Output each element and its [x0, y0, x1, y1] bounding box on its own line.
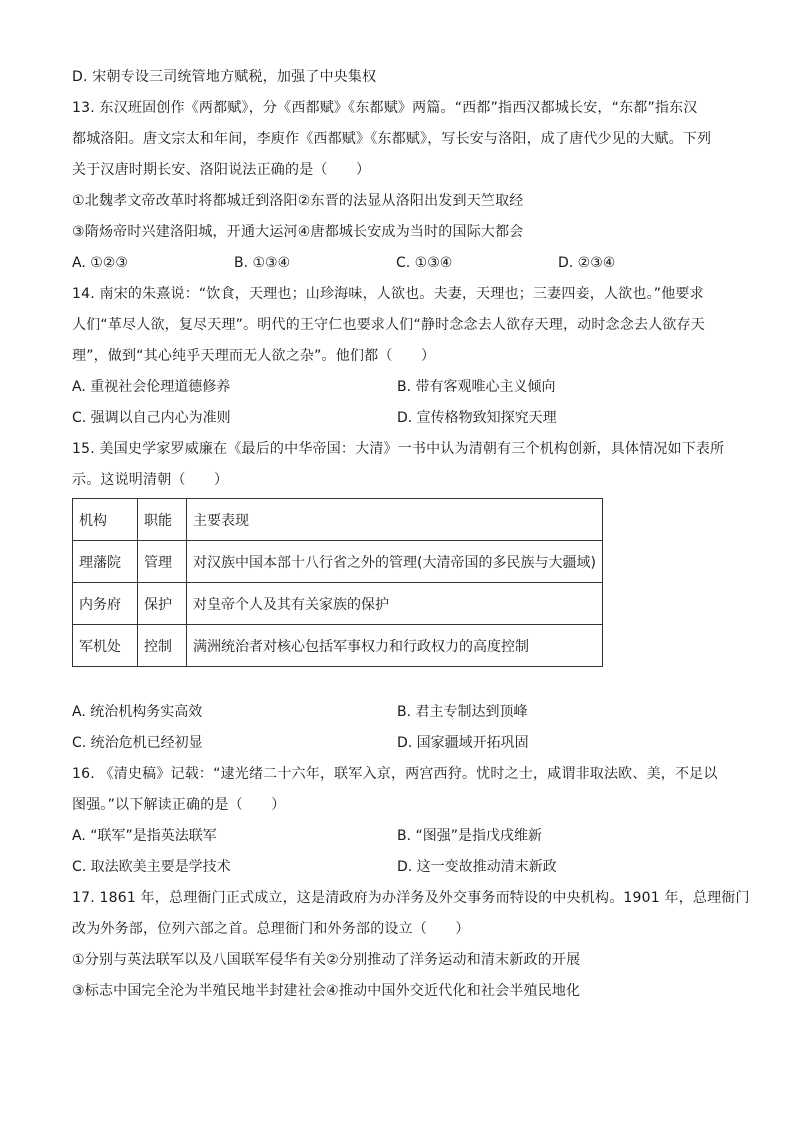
q14-option-a[interactable]: A. 重视社会伦理道德修养 [72, 379, 231, 395]
table-cell: 控制 [138, 625, 187, 667]
table-row [73, 583, 603, 625]
q13-statement-line: ①北魏孝文帝改革时将都城迁到洛阳②东晋的法显从洛阳出发到天竺取经 [72, 193, 524, 209]
q17-statement-line: ③标志中国完全沦为半殖民地半封建社会④推动中国外交近代化和社会半殖民地化 [72, 983, 581, 999]
spacer [72, 667, 722, 697]
q13-statement-line: ③隋炀帝时兴建洛阳城，开通大运河④唐都城长安成为当时的国际大都会 [72, 224, 524, 240]
question-13 [72, 93, 722, 279]
question-17 [72, 883, 750, 1007]
table-header-cell: 职能 [138, 499, 187, 541]
q15-options-row [72, 728, 722, 759]
question-14 [72, 279, 722, 434]
question-16 [72, 759, 722, 883]
table-header-row [73, 499, 603, 541]
q13-option-a[interactable]: A. ①②③ [72, 255, 128, 271]
table-cell: 内务府 [73, 583, 138, 625]
q15-option-d[interactable]: D. 国家疆域开拓巩固 [397, 735, 529, 751]
table-cell: 对汉族中国本部十八行省之外的管理(大清帝国的多民族与大疆域) [187, 541, 603, 583]
q14-options-row [72, 372, 722, 403]
table-row [73, 625, 603, 667]
q12-option-d: D. 宋朝专设三司统管地方赋税，加强了中央集权 [72, 69, 377, 85]
q16-option-d[interactable]: D. 这一变故推动清末新政 [397, 859, 557, 875]
q16-options-row [72, 852, 722, 883]
q17-stem-line: 改为外务部，位列六部之首。总理衙门和外务部的设立（ ） [72, 921, 470, 937]
q14-option-d[interactable]: D. 宣传格物致知探究天理 [397, 410, 557, 426]
q16-option-b[interactable]: B. “图强”是指戊戌维新 [397, 828, 543, 844]
q13-stem-line: 都城洛阳。唐文宗太和年间，李庾作《西都赋》《东都赋》，写长安与洛阳，成了唐代少见的大赋。下列 [72, 131, 712, 147]
table-cell: 管理 [138, 541, 187, 583]
q16-stem-line: 16. 《清史稿》记载：“逮光绪二十六年，联军入京，两宫西狩。忧时之士，咸谓非取法欧、美，不足以 [72, 766, 718, 782]
q14-option-c[interactable]: C. 强调以自己内心为准则 [72, 410, 231, 426]
institutions-table [72, 498, 603, 667]
q13-option-d[interactable]: D. ②③④ [558, 255, 616, 271]
table-cell: 满洲统治者对核心包括军事权力和行政权力的高度控制 [187, 625, 603, 667]
table-cell: 军机处 [73, 625, 138, 667]
q13-stem-line: 关于汉唐时期长安、洛阳说法正确的是（ ） [72, 162, 371, 178]
q17-statement-line: ①分别与英法联军以及八国联军侵华有关②分别推动了洋务运动和清末新政的开展 [72, 952, 581, 968]
q15-option-b[interactable]: B. 君主专制达到顶峰 [397, 704, 528, 720]
q15-stem-line: 15. 美国史学家罗威廉在《最后的中华帝国：大清》一书中认为清朝有三个机构创新，具体情况如下表所 [72, 441, 725, 457]
q13-option-c[interactable]: C. ①③④ [396, 255, 453, 271]
q17-stem-line: 17. 1861 年，总理衙门正式成立，这是清政府为办洋务及外交事务而特设的中央机构。1901 年，总理衙门 [72, 890, 750, 906]
q16-options-row [72, 821, 722, 852]
table-row [73, 541, 603, 583]
q14-stem-line: 理”，做到“其心纯乎天理而无人欲之杂”。他们都（ ） [72, 348, 436, 364]
q16-option-a[interactable]: A. “联军”是指英法联军 [72, 828, 217, 844]
q15-options-row [72, 697, 722, 728]
q14-stem-line: 14. 南宋的朱熹说：“饮食，天理也；山珍海味，人欲也。夫妻，天理也；三妻四妾，人欲也。”他要求 [72, 286, 704, 302]
exam-page [72, 62, 750, 1007]
table-cell: 理藩院 [73, 541, 138, 583]
q16-stem-line: 图强。”以下解读正确的是（ ） [72, 797, 286, 813]
table-header-cell: 主要表现 [187, 499, 603, 541]
q13-stem-line: 13. 东汉班固创作《两都赋》，分《西都赋》《东都赋》两篇。“西都”指西汉都城长安，“东都”指东汉 [72, 100, 698, 116]
q13-options [72, 248, 722, 279]
q14-stem-line: 人们“革尽人欲，复尽天理”。明代的王守仁也要求人们“静时念念去人欲存天理，动时念念去人欲存天 [72, 317, 705, 333]
q15-stem-line: 示。这说明清朝（ ） [72, 472, 229, 488]
question-15 [72, 434, 725, 759]
q15-option-c[interactable]: C. 统治危机已经初显 [72, 735, 203, 751]
q13-option-b[interactable]: B. ①③④ [234, 255, 291, 271]
q14-option-b[interactable]: B. 带有客观唯心主义倾向 [397, 379, 556, 395]
q16-option-c[interactable]: C. 取法欧美主要是学技术 [72, 859, 231, 875]
table-cell: 对皇帝个人及其有关家族的保护 [187, 583, 603, 625]
q14-options-row [72, 403, 722, 434]
table-header-cell: 机构 [73, 499, 138, 541]
q15-option-a[interactable]: A. 统治机构务实高效 [72, 704, 203, 720]
table-cell: 保护 [138, 583, 187, 625]
